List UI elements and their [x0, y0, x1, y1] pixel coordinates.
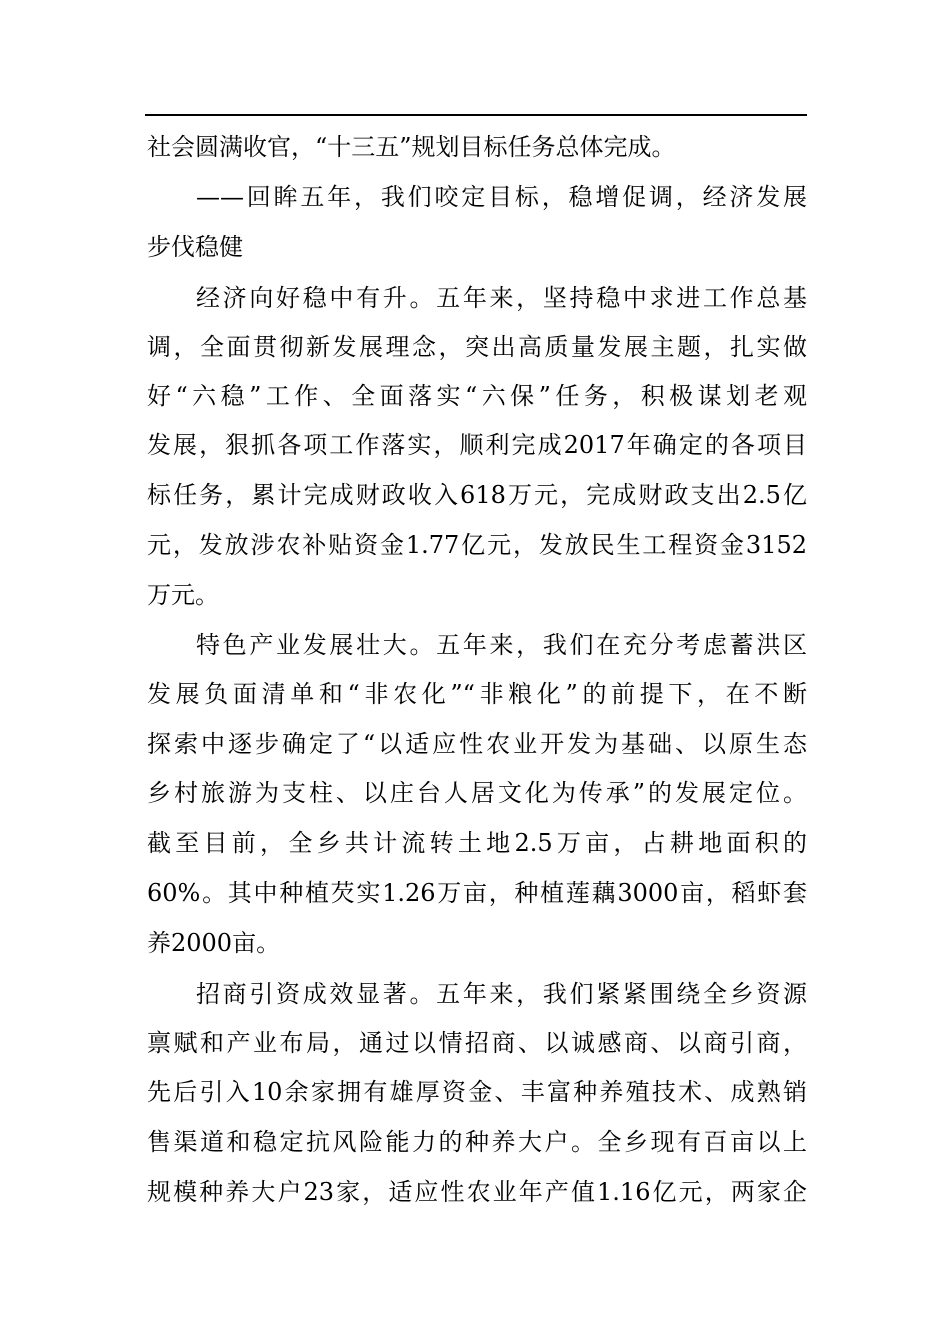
- text-line: 调，全面贯彻新发展理念，突出高质量发展主题，扎实做: [147, 333, 807, 361]
- text-line: 发展，狠抓各项工作落实，顺利完成2017年确定的各项目: [147, 431, 807, 459]
- text-line: 截至目前，全乡共计流转土地2.5万亩，占耕地面积的: [147, 829, 807, 857]
- paragraph-first-line: 招商引资成效显著。五年来，我们紧紧围绕全乡资源: [196, 980, 807, 1008]
- text-line: 禀赋和产业布局，通过以情招商、以诚感商、以商引商，: [147, 1029, 807, 1057]
- text-line: 元，发放涉农补贴资金1.77亿元，发放民生工程资金3152: [147, 531, 807, 559]
- text-line: 售渠道和稳定抗风险能力的种养大户。全乡现有百亩以上: [147, 1128, 807, 1156]
- header-rule: [145, 114, 807, 116]
- text-line: 万元。: [147, 581, 219, 609]
- text-line: 60%。其中种植芡实1.26万亩，种植莲藕3000亩，稻虾套: [147, 879, 807, 907]
- text-line: 乡村旅游为支柱、以庄台人居文化为传承”的发展定位。: [147, 779, 807, 807]
- section-heading-line: 步伐稳健: [147, 233, 243, 261]
- text-line: 发展负面清单和“非农化”“非粮化”的前提下，在不断: [147, 680, 807, 708]
- text-line: 好“六稳”工作、全面落实“六保”任务，积极谋划老观: [147, 382, 807, 410]
- section-heading-line: ——回眸五年，我们咬定目标，稳增促调，经济发展: [196, 183, 807, 211]
- paragraph-first-line: 经济向好稳中有升。五年来，坚持稳中求进工作总基: [196, 284, 807, 312]
- text-line: 社会圆满收官，“十三五”规划目标任务总体完成。: [147, 133, 676, 161]
- text-line: 先后引入10余家拥有雄厚资金、丰富种养殖技术、成熟销: [147, 1078, 807, 1106]
- text-line: 探索中逐步确定了“以适应性农业开发为基础、以原生态: [147, 730, 807, 758]
- text-line: 规模种养大户23家，适应性农业年产值1.16亿元，两家企: [147, 1178, 807, 1206]
- text-line: 养2000亩。: [147, 929, 281, 957]
- paragraph-first-line: 特色产业发展壮大。五年来，我们在充分考虑蓄洪区: [196, 631, 807, 659]
- text-line: 标任务，累计完成财政收入618万元，完成财政支出2.5亿: [147, 481, 807, 509]
